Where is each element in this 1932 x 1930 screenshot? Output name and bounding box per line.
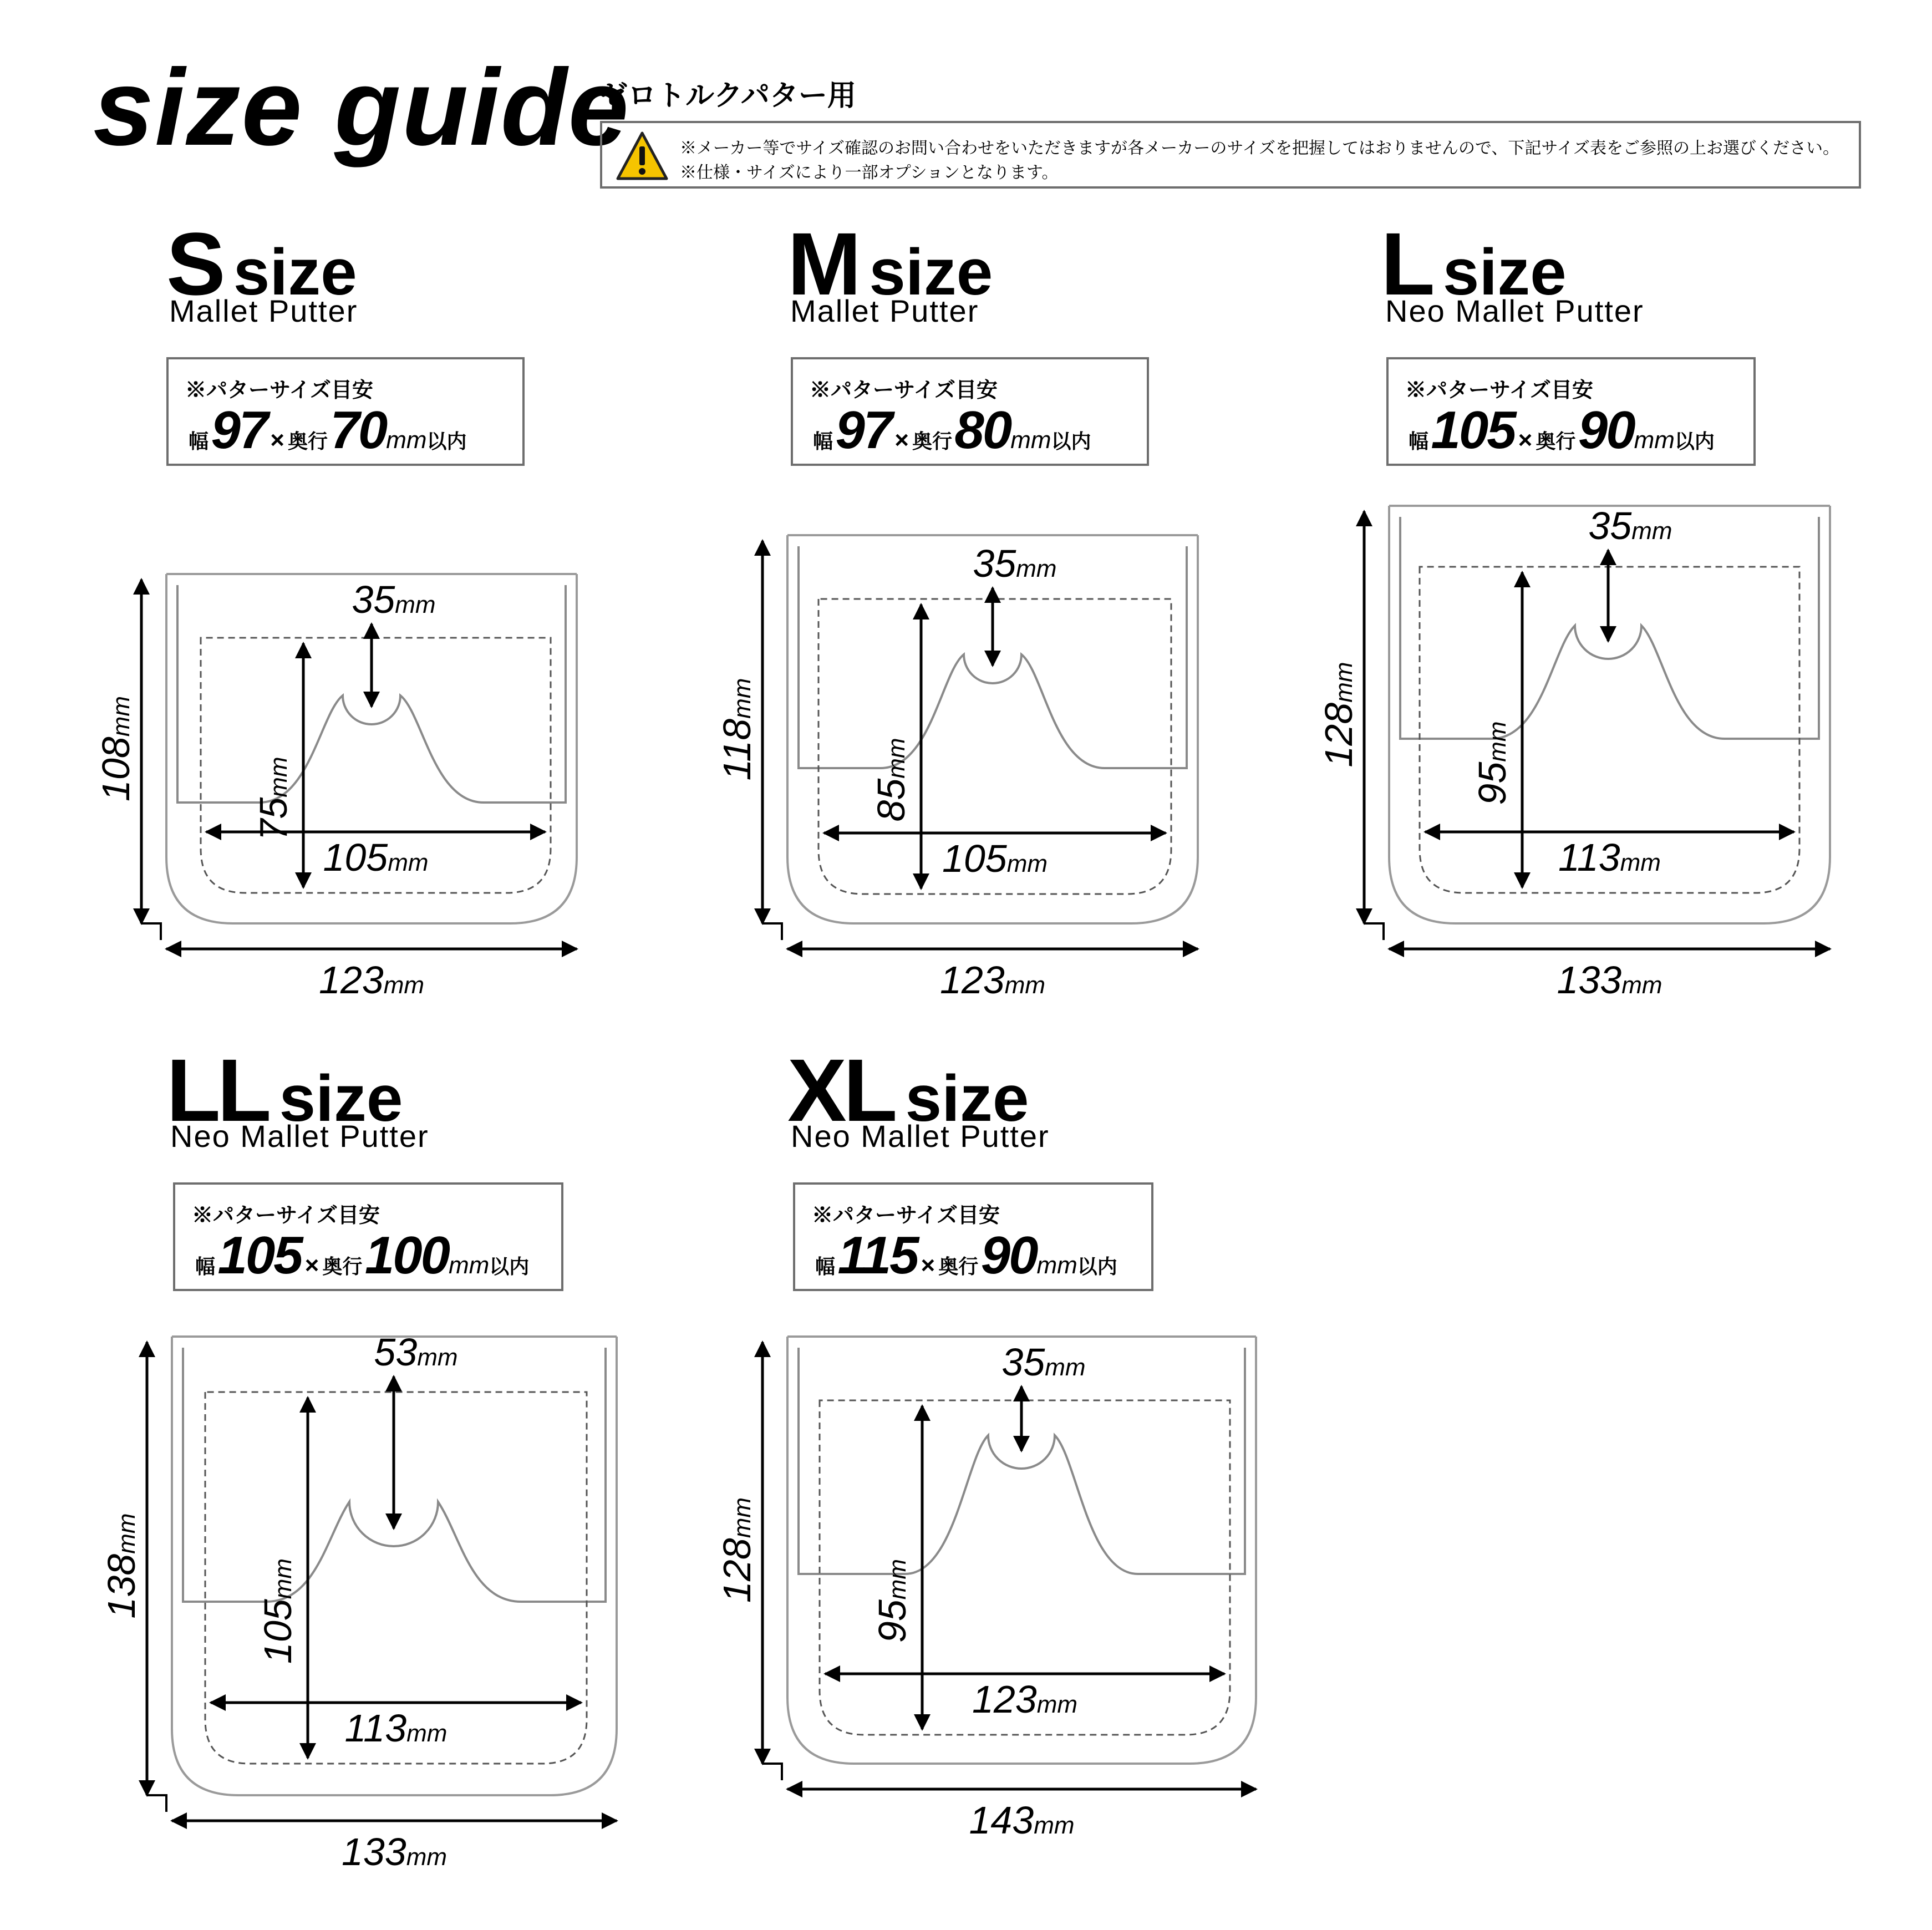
spec-label: ※パターサイズ目安 [1405,379,1593,402]
times-sign: × [921,1252,936,1279]
size-word: size [869,236,993,309]
spec-width: 97 [211,400,267,460]
inner-depth-label: 95mm [871,1558,914,1643]
depth-label: 奥行 [912,430,952,453]
times-sign: × [894,426,909,454]
inner-width-label: 123mm [972,1678,1078,1721]
width-label: 幅 [813,430,833,453]
page-title: size guide [93,47,630,168]
depth-label: 奥行 [322,1255,363,1278]
spec-label: ※パターサイズ目安 [810,379,998,402]
suffix: 以内 [1051,430,1091,453]
width-label: 133mm [341,1830,448,1873]
notch-depth-label: 53mm [374,1330,458,1374]
height-leader [762,923,782,940]
putter-type-xl: Neo Mallet Putter [791,1119,1050,1154]
height-label: 108mm [94,695,138,802]
width-label: 幅 [1409,430,1429,453]
height-leader [147,1795,166,1812]
inner-depth-label: 85mm [870,738,913,822]
spec-label: ※パターサイズ目安 [192,1204,380,1227]
size-word: size [279,1062,403,1135]
width-label: 幅 [189,430,209,453]
spec-depth: 70 [330,400,387,460]
unit: mm [448,1252,490,1279]
height-label: 128mm [715,1497,759,1603]
height-leader [1364,923,1384,940]
inner-width-label: 113mm [1558,836,1661,879]
putter-type-ll: Neo Mallet Putter [170,1119,429,1154]
spec-depth: 80 [954,400,1011,460]
page-subtitle: ゼロトルクパター用 [599,80,856,112]
inner-width-label: 105mm [323,836,429,879]
size-word: size [1442,236,1567,309]
width-label: 123mm [939,958,1046,1002]
suffix: 以内 [1674,430,1715,453]
spec-width: 115 [837,1226,918,1285]
depth-label: 奥行 [1536,430,1576,453]
width-label: 133mm [1557,958,1662,1002]
size-word: size [233,236,357,309]
notch-depth-label: 35mm [973,542,1057,585]
width-label: 143mm [969,1799,1075,1842]
putter-type-m: Mallet Putter [790,293,979,328]
width-label: 幅 [815,1255,836,1278]
inner-width-label: 113mm [344,1706,448,1750]
inner-depth-label: 105mm [256,1558,299,1664]
height-leader [762,1764,782,1780]
times-sign: × [304,1252,319,1279]
notice-line-1: ※メーカー等でサイズ確認のお問い合わせをいただきますが各メーカーのサイズを把握してはおりませんので、下記サイズ表をご参照の上お選びください。 [680,139,1839,158]
depth-label: 奥行 [938,1255,979,1278]
width-label: 123mm [318,958,425,1002]
suffix: 以内 [1077,1255,1117,1278]
spec-width: 105 [217,1226,302,1285]
spec-label: ※パターサイズ目安 [185,379,373,402]
spec-depth: 90 [980,1226,1037,1285]
unit: mm [1036,1252,1077,1279]
size-letter: L [1381,214,1432,313]
putter-type-l: Neo Mallet Putter [1385,293,1644,328]
unit: mm [1010,426,1051,454]
spec-depth: 90 [1578,400,1634,460]
times-sign: × [270,426,284,454]
spec-depth: 100 [364,1226,449,1285]
putter-type-s: Mallet Putter [169,293,358,328]
size-letter: XL [787,1040,894,1140]
times-sign: × [1518,426,1533,454]
height-label: 138mm [100,1513,143,1619]
height-label: 128mm [1317,662,1360,768]
suffix: 以内 [426,430,467,453]
size-letter: S [166,214,222,313]
height-leader [141,923,161,940]
unit: mm [386,426,427,454]
depth-label: 奥行 [287,430,328,453]
suffix: 以内 [489,1255,530,1278]
size-letter: M [787,214,858,313]
inner-width-label: 105mm [942,837,1048,880]
spec-width: 97 [835,400,892,460]
spec-width: 105 [1431,400,1515,460]
size-word: size [905,1062,1029,1135]
notch-depth-label: 35mm [1588,504,1672,547]
notice-line-2: ※仕様・サイズにより一部オプションとなります。 [680,164,1059,182]
notch-depth-label: 35mm [352,578,436,621]
inner-depth-label: 75mm [252,756,295,841]
height-label: 118mm [715,678,759,781]
width-label: 幅 [195,1255,216,1278]
notch-depth-label: 35mm [1001,1340,1086,1384]
inner-depth-label: 95mm [1471,721,1514,805]
spec-label: ※パターサイズ目安 [812,1204,1000,1227]
size-letter: LL [166,1040,268,1140]
unit: mm [1634,426,1675,454]
